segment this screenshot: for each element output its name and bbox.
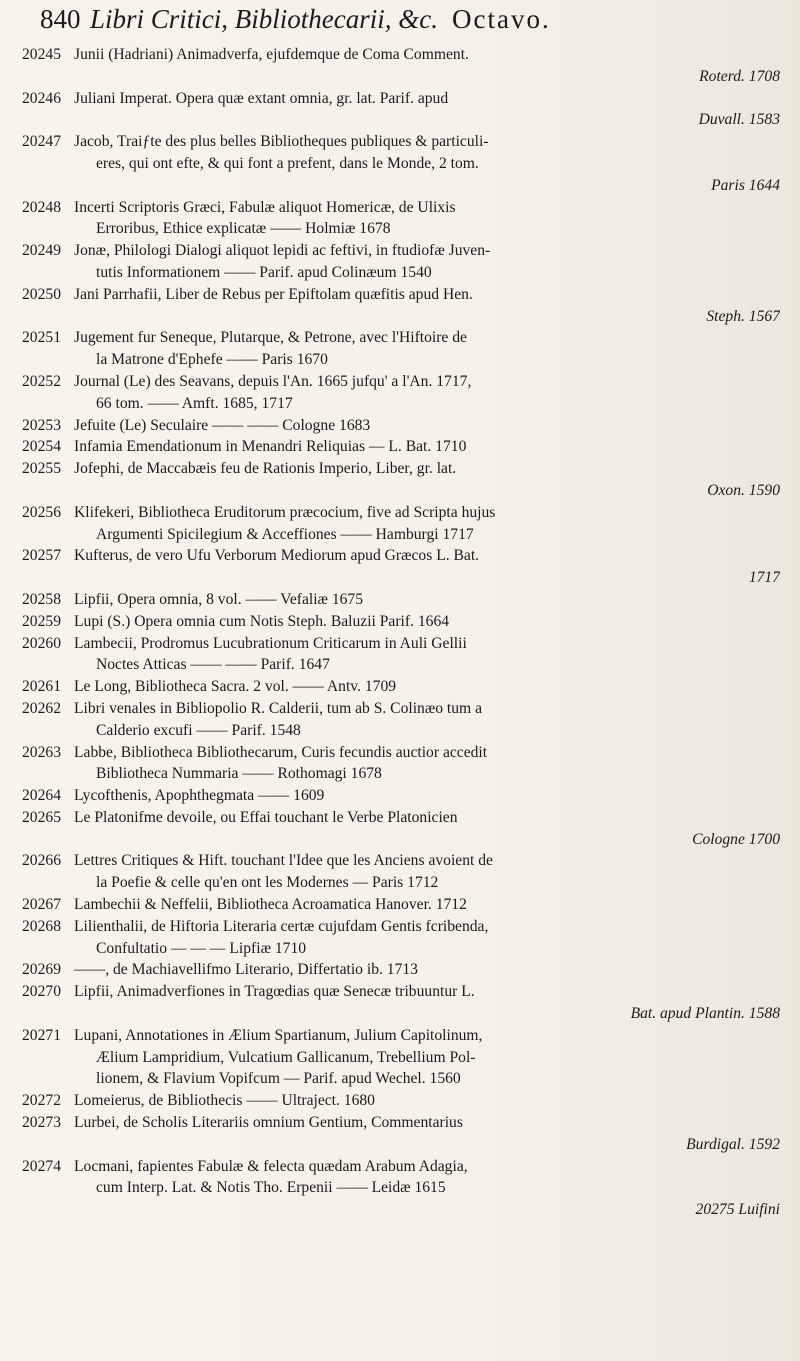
catalogue-entry bbox=[22, 131, 780, 196]
entry-imprint-line: Duvall. 1583 bbox=[698, 111, 780, 129]
catalogue-entry bbox=[22, 436, 780, 458]
entry-description bbox=[74, 981, 780, 1025]
entry-description bbox=[74, 240, 780, 284]
entry-imprint-line: Roterd. 1708 bbox=[699, 67, 780, 85]
catalogue-entry bbox=[22, 785, 780, 807]
entry-number: 20263 bbox=[22, 743, 61, 761]
entry-text-line: Juliani Imperat. Opera quæ extant omnia, gr. lat. Parif. apud bbox=[74, 89, 449, 107]
entry-number: 20261 bbox=[22, 678, 61, 696]
entry-number: 20274 bbox=[22, 1157, 61, 1175]
entry-text-line: Confultatio — — — Lipfiæ 1710 bbox=[96, 939, 307, 957]
entry-number: 20262 bbox=[22, 699, 61, 717]
entry-number: 20265 bbox=[22, 808, 61, 826]
catalogue-entry bbox=[22, 959, 780, 981]
catalogue-entry bbox=[22, 916, 780, 960]
entry-text-line: ——, de Machiavellifmo Literario, Differtatio ib. 1713 bbox=[74, 961, 418, 979]
entry-description bbox=[74, 131, 780, 196]
entry-description bbox=[74, 436, 780, 458]
entry-description bbox=[74, 1025, 780, 1090]
entry-imprint-line: Oxon. 1590 bbox=[707, 481, 780, 499]
entry-text-line: Ælium Lampridium, Vulcatium Gallicanum, Trebellium Pol- bbox=[96, 1048, 476, 1066]
entry-number: 20255 bbox=[22, 460, 61, 478]
entry-text-line: Journal (Le) des Seavans, depuis l'An. 1665 jufqu' a l'An. 1717, bbox=[74, 372, 472, 390]
entry-text-line: Jofephi, de Maccabæis feu de Rationis Imperio, Liber, gr. lat. bbox=[74, 460, 457, 478]
entry-text-line: Calderio excufi —— Parif. 1548 bbox=[96, 721, 301, 739]
entry-description bbox=[74, 850, 780, 894]
catalogue-entry bbox=[22, 197, 780, 241]
entry-text-line: tutis Informationem —— Parif. apud Colinæum 1540 bbox=[96, 263, 432, 281]
entry-number: 20246 bbox=[22, 89, 61, 107]
entry-text-line: Lambecii, Prodromus Lucubrationum Criticarum in Auli Gellii bbox=[74, 634, 467, 652]
entry-text-line: Lupi (S.) Opera omnia cum Notis Steph. Baluzii Parif. 1664 bbox=[74, 612, 450, 630]
catalogue-entry bbox=[22, 1112, 780, 1156]
catalogue-entry bbox=[22, 633, 780, 677]
entry-text-line: Erroribus, Ethice explicatæ —— Holmiæ 1678 bbox=[96, 220, 391, 238]
entry-number: 20253 bbox=[22, 416, 61, 434]
catalogue-entry bbox=[22, 742, 780, 786]
entry-text-line: Lycofthenis, Apophthegmata —— 1609 bbox=[74, 787, 325, 805]
entry-text-line: Lomeierus, de Bibliothecis —— Ultraject. 1680 bbox=[74, 1092, 375, 1110]
entry-description bbox=[74, 284, 780, 328]
entry-text-line: Lipfii, Animadverfiones in Tragœdias quæ Senecæ tribuuntur L. bbox=[74, 983, 475, 1001]
catalogue-entry bbox=[22, 44, 780, 88]
entry-description bbox=[74, 807, 780, 851]
entry-number: 20257 bbox=[22, 547, 61, 565]
running-head bbox=[40, 4, 780, 35]
entry-text-line: la Matrone d'Ephefe —— Paris 1670 bbox=[96, 351, 328, 369]
entry-number: 20271 bbox=[22, 1026, 61, 1044]
entry-description bbox=[74, 502, 780, 546]
entry-text-line: Lambechii & Neffelii, Bibliotheca Acroamatica Hanover. 1712 bbox=[74, 896, 467, 914]
entry-number: 20268 bbox=[22, 917, 61, 935]
entry-text-line: Jacob, Traiƒte des plus belles Bibliotheques publiques & particuli- bbox=[74, 133, 489, 151]
entry-text-line: lionem, & Flavium Vopifcum — Parif. apud Wechel. 1560 bbox=[96, 1070, 461, 1088]
catalogue-entry bbox=[22, 894, 780, 916]
running-title: Libri Critici, Bibliothecarii, &c. bbox=[90, 4, 438, 34]
entry-number: 20248 bbox=[22, 198, 61, 216]
entry-description bbox=[74, 327, 780, 371]
catalogue-entry bbox=[22, 415, 780, 437]
catalogue-entry bbox=[22, 807, 780, 851]
entry-text-line: Jugement fur Seneque, Plutarque, & Petrone, avec l'Hiftoire de bbox=[74, 329, 467, 347]
catalogue-entry bbox=[22, 589, 780, 611]
entry-text-line: Jonæ, Philologi Dialogi aliquot lepidi ac feftivi, in ftudiofæ Juven- bbox=[74, 242, 491, 260]
entry-description bbox=[74, 742, 780, 786]
entry-description bbox=[74, 1112, 780, 1156]
entry-text-line: Kufterus, de vero Ufu Verborum Mediorum apud Græcos L. Bat. bbox=[74, 547, 480, 565]
entry-text-line: Le Long, Bibliotheca Sacra. 2 vol. —— Antv. 1709 bbox=[74, 678, 397, 696]
entry-description bbox=[74, 916, 780, 960]
entry-text-line: Labbe, Bibliotheca Bibliothecarum, Curis fecundis auctior accedit bbox=[74, 743, 488, 761]
entry-text-line: Lupani, Annotationes in Ælium Spartianum, Julium Capitolinum, bbox=[74, 1026, 483, 1044]
entry-description bbox=[74, 698, 780, 742]
entry-list bbox=[22, 44, 780, 1221]
entry-text-line: Klifekeri, Bibliotheca Eruditorum præcocium, five ad Scripta hujus bbox=[74, 503, 496, 521]
entry-imprint-line: 1717 bbox=[748, 569, 780, 587]
entry-text-line: Le Platonifme devoile, ou Effai touchant le Verbe Platonicien bbox=[74, 808, 458, 826]
catalogue-entry bbox=[22, 240, 780, 284]
entry-number: 20267 bbox=[22, 896, 61, 914]
entry-description bbox=[74, 415, 780, 437]
entry-description bbox=[74, 633, 780, 677]
entry-text-line: Incerti Scriptoris Græci, Fabulæ aliquot Homericæ, de Ulixis bbox=[74, 198, 456, 216]
entry-description bbox=[74, 44, 780, 88]
page-number: 840 bbox=[40, 4, 81, 34]
entry-number: 20251 bbox=[22, 329, 61, 347]
catalogue-entry bbox=[22, 458, 780, 502]
entry-description bbox=[74, 88, 780, 132]
entry-imprint-line: Burdigal. 1592 bbox=[686, 1135, 780, 1153]
entry-number: 20270 bbox=[22, 983, 61, 1001]
entry-imprint-line: Cologne 1700 bbox=[692, 830, 780, 848]
entry-text-line: Lipfii, Opera omnia, 8 vol. —— Vefaliæ 1675 bbox=[74, 590, 364, 608]
entry-text-line: Locmani, fapientes Fabulæ & felecta quædam Arabum Adagia, bbox=[74, 1157, 468, 1175]
entry-number: 20256 bbox=[22, 503, 61, 521]
entry-description bbox=[74, 676, 780, 698]
entry-number: 20264 bbox=[22, 787, 61, 805]
entry-number: 20249 bbox=[22, 242, 61, 260]
catalogue-entry bbox=[22, 981, 780, 1025]
entry-text-line: 66 tom. —— Amft. 1685, 1717 bbox=[96, 394, 293, 412]
entry-description bbox=[74, 1090, 780, 1112]
catalogue-entry bbox=[22, 327, 780, 371]
entry-number: 20269 bbox=[22, 961, 61, 979]
entry-text-line: Lilienthalii, de Hiftoria Literaria certæ cujufdam Gentis fcribenda, bbox=[74, 917, 489, 935]
catalogue-entry bbox=[22, 284, 780, 328]
catalogue-entry bbox=[22, 502, 780, 546]
catalogue-entry bbox=[22, 1090, 780, 1112]
entry-text-line: Junii (Hadriani) Animadverfa, ejufdemque de Coma Comment. bbox=[74, 46, 469, 63]
catalogue-entry bbox=[22, 676, 780, 698]
entry-text-line: Lurbei, de Scholis Literariis omnium Gentium, Commentarius bbox=[74, 1114, 463, 1132]
entry-text-line: Bibliotheca Nummaria —— Rothomagi 1678 bbox=[96, 765, 382, 783]
entry-text-line: eres, qui ont efte, & qui font a prefent, dans le Monde, 2 tom. bbox=[96, 154, 479, 172]
catalogue-entry bbox=[22, 611, 780, 633]
entry-imprint-line: Paris 1644 bbox=[711, 176, 780, 194]
entry-description bbox=[74, 371, 780, 415]
entry-number: 20258 bbox=[22, 590, 61, 608]
entry-number: 20254 bbox=[22, 438, 61, 456]
entry-text-line: Jefuite (Le) Seculaire —— —— Cologne 1683 bbox=[74, 416, 371, 434]
entry-imprint-line: Steph. 1567 bbox=[706, 307, 780, 325]
entry-description bbox=[74, 1156, 780, 1221]
entry-number: 20247 bbox=[22, 133, 61, 151]
entry-number: 20266 bbox=[22, 852, 61, 870]
catalogue-entry bbox=[22, 850, 780, 894]
catalogue-entry bbox=[22, 1156, 780, 1221]
entry-description bbox=[74, 611, 780, 633]
entry-number: 20273 bbox=[22, 1114, 61, 1132]
catalogue-entry bbox=[22, 545, 780, 589]
entry-description bbox=[74, 197, 780, 241]
entry-description bbox=[74, 545, 780, 589]
entry-description bbox=[74, 959, 780, 981]
entry-text-line: cum Interp. Lat. & Notis Tho. Erpenii —— Leidæ 1615 bbox=[96, 1179, 446, 1197]
entry-number: 20272 bbox=[22, 1092, 61, 1110]
entry-number: 20259 bbox=[22, 612, 61, 630]
entry-number: 20245 bbox=[22, 46, 61, 63]
entry-text-line: Noctes Atticas —— —— Parif. 1647 bbox=[96, 656, 330, 674]
entry-description bbox=[74, 458, 780, 502]
entry-text-line: Libri venales in Bibliopolio R. Calderii, tum ab S. Colinæo tum a bbox=[74, 699, 483, 717]
entry-number: 20252 bbox=[22, 372, 61, 390]
entry-description bbox=[74, 894, 780, 916]
entry-text-line: Argumenti Spicilegium & Acceffiones —— Hamburgi 1717 bbox=[96, 525, 474, 543]
entry-text-line: Lettres Critiques & Hift. touchant l'Idee que les Anciens avoient de bbox=[74, 852, 493, 870]
entry-imprint-line: Bat. apud Plantin. 1588 bbox=[630, 1005, 780, 1023]
catalogue-entry bbox=[22, 371, 780, 415]
catalogue-entry bbox=[22, 698, 780, 742]
entry-text-line: Jani Parrhafii, Liber de Rebus per Epiftolam quæfitis apud Hen. bbox=[74, 285, 473, 303]
entry-description bbox=[74, 589, 780, 611]
entry-number: 20260 bbox=[22, 634, 61, 652]
entry-description bbox=[74, 785, 780, 807]
format-label: Octavo. bbox=[452, 4, 551, 34]
entry-text-line: la Poefie & celle qu'en ont les Modernes — Paris 1712 bbox=[96, 874, 439, 892]
catalogue-entry bbox=[22, 88, 780, 132]
entry-text-line: Infamia Emendationum in Menandri Reliquias — L. Bat. 1710 bbox=[74, 438, 467, 456]
entry-number: 20250 bbox=[22, 285, 61, 303]
catalogue-entry bbox=[22, 1025, 780, 1090]
entry-imprint-line: 20275 Luifini bbox=[695, 1201, 780, 1219]
